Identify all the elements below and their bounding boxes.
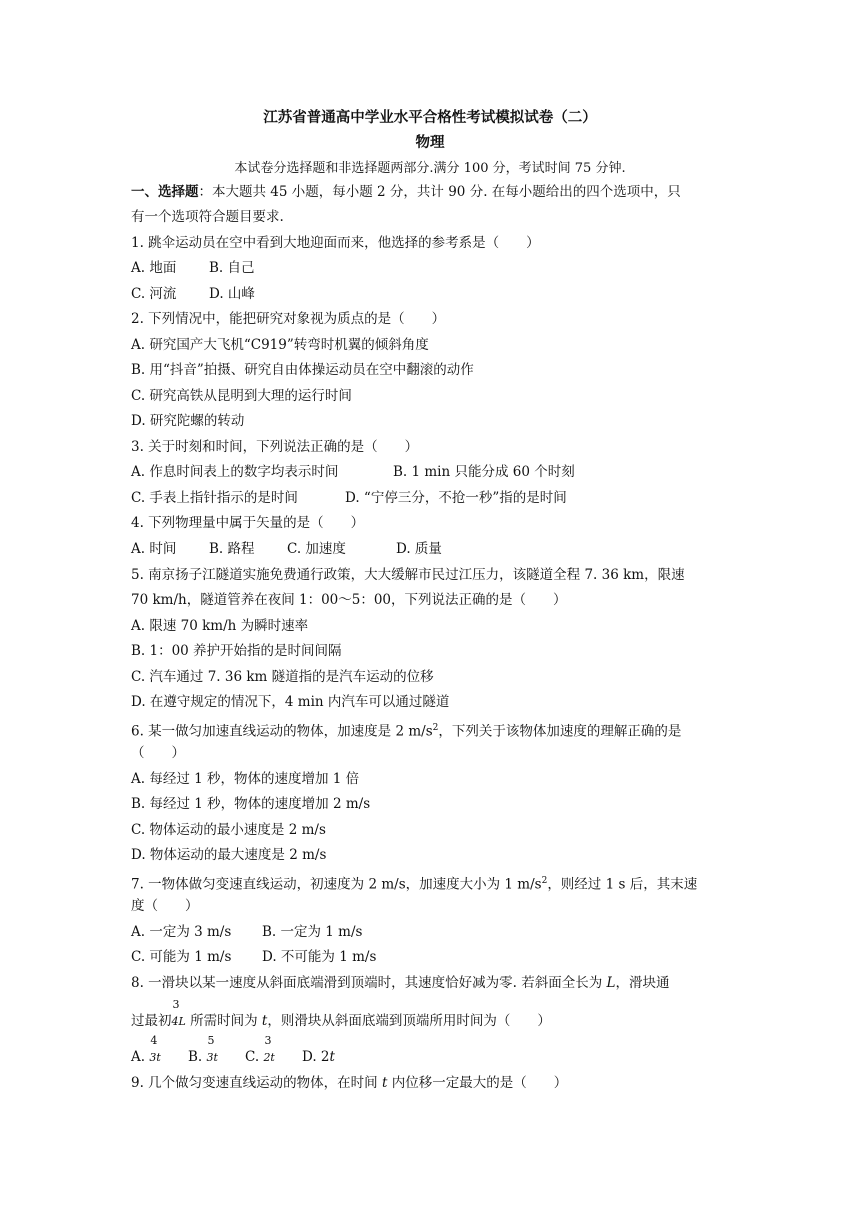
question-1-options-row2 (131, 285, 255, 303)
q4-option-a: A. 时间 (131, 541, 177, 557)
question-4-stem: 4. 下列物理量中属于矢量的是（ ） (131, 515, 365, 531)
q1-option-c: C. 河流 (131, 286, 177, 302)
question-1-stem: 1. 跳伞运动员在空中看到大地迎面而来，他选择的参考系是（ ） (131, 235, 540, 251)
q7-option-b: B. 一定为 1 m/s (262, 924, 363, 940)
fraction-three-quarters-L: 3 4L (171, 998, 186, 1028)
q7-option-a: A. 一定为 3 m/s (131, 924, 232, 940)
question-6-stem-line1: 6. 某一做匀加速直线运动的物体，加速度是 2 $m/s^2$，下列关于该物体加速度的理解正确的是 (131, 723, 682, 740)
exam-intro: 本试卷分选择题和非选择题两部分.满分 100 分，考试时间 75 分钟. (234, 161, 626, 176)
q2-option-a: A. 研究国产大飞机“C919”转弯时机翼的倾斜角度 (131, 337, 429, 353)
exam-title: 江苏省普通高中学业水平合格性考试模拟试卷（二） (263, 110, 597, 126)
q2-option-d: D. 研究陀螺的转动 (131, 413, 245, 429)
q5-option-a: A. 限速 70 km/h 为瞬时速率 (131, 618, 309, 634)
q6-option-d: D. 物体运动的最大速度是 2 m/s (131, 847, 327, 863)
q8-option-d: D. 2t (302, 1049, 335, 1065)
q6-option-c: C. 物体运动的最小速度是 2 m/s (131, 822, 326, 838)
q3-option-a: A. 作息时间表上的数字均表示时间 (131, 464, 339, 480)
question-3-options-row2 (131, 489, 567, 507)
q6-option-b: B. 每经过 1 秒，物体的速度增加 2 m/s (131, 796, 371, 812)
q4-option-c: C. 加速度 (287, 541, 346, 557)
q1-option-d: D. 山峰 (209, 286, 255, 302)
question-7-options-row1 (131, 923, 362, 941)
section-desc-line2: 有一个选项符合题目要求. (131, 209, 284, 225)
q1-option-a: A. 地面 (131, 260, 177, 276)
question-4-options (131, 540, 442, 558)
section-heading: 一、选择题 (131, 184, 199, 200)
q4-option-b: B. 路程 (209, 541, 255, 557)
q5-option-b: B. 1：00 养护开始指的是时间间隔 (131, 643, 342, 659)
question-8-options (131, 1034, 335, 1067)
question-8-stem-line2: 过最初 3 4L 所需时间为 t，则滑块从斜面底端到顶端所用时间为（ ） (131, 998, 551, 1029)
question-3-stem: 3. 关于时刻和时间，下列说法正确的是（ ） (131, 439, 419, 455)
question-3-options-row1 (131, 463, 575, 481)
q2-option-c: C. 研究高铁从昆明到大理的运行时间 (131, 388, 352, 404)
question-1-options-row1 (131, 259, 255, 277)
subject-title: 物理 (415, 135, 445, 151)
q3-option-d: D. “宁停三分，不抢一秒”指的是时间 (345, 490, 567, 506)
q3-option-c: C. 手表上指针指示的是时间 (131, 490, 298, 506)
q1-option-b: B. 自己 (209, 260, 255, 276)
q5-option-d: D. 在遵守规定的情况下，4 min 内汽车可以通过隧道 (131, 694, 450, 710)
question-6-stem-line2: （ ） (131, 745, 185, 761)
question-7-options-row2 (131, 948, 376, 966)
question-5-stem-line2: 70 km/h，隧道管养在夜间 1：00～5：00，下列说法正确的是（ ） (131, 592, 567, 608)
question-9-stem: 9. 几个做匀变速直线运动的物体，在时间 t 内位移一定最大的是（ ） (131, 1075, 568, 1091)
section-desc-line1: 一、选择题：本大题共 45 小题，每小题 2 分，共计 90 分. 在每小题给出的四个选项中，只 (131, 184, 681, 200)
question-7-stem-line1: 7. 一物体做匀变速直线运动，初速度为 2 m/s，加速度大小为 1 $m/s^2$，则经过 1 s 后，其末速 (131, 876, 698, 893)
q7-option-d: D. 不可能为 1 m/s (262, 949, 377, 965)
q5-option-c: C. 汽车通过 7. 36 km 隧道指的是汽车运动的位移 (131, 669, 434, 685)
q6-option-a: A. 每经过 1 秒，物体的速度增加 1 倍 (131, 771, 360, 787)
question-8-stem-line1: 8. 一滑块以某一速度从斜面底端滑到顶端时，其速度恰好减为零. 若斜面全长为 L，滑块通 (131, 975, 670, 991)
question-2-stem: 2. 下列情况中，能把研究对象视为质点的是（ ） (131, 311, 446, 327)
question-7-stem-line2: 度（ ） (131, 898, 199, 914)
question-5-stem-line1: 5. 南京扬子江隧道实施免费通行政策，大大缓解市民过江压力，该隧道全程 7. 36 km，限速 (131, 567, 685, 583)
q3-option-b: B. 1 min 只能分成 60 个时刻 (393, 464, 575, 480)
q4-option-d: D. 质量 (396, 541, 442, 557)
q7-option-c: C. 可能为 1 m/s (131, 949, 232, 965)
q8-option-a: A. 4 3t (131, 1034, 161, 1065)
q8-option-c: C. 3 2t (245, 1034, 275, 1065)
q2-option-b: B. 用“抖音”拍摄、研究自由体操运动员在空中翻滚的动作 (131, 362, 474, 378)
q8-option-b: B. 5 3t (188, 1034, 218, 1065)
